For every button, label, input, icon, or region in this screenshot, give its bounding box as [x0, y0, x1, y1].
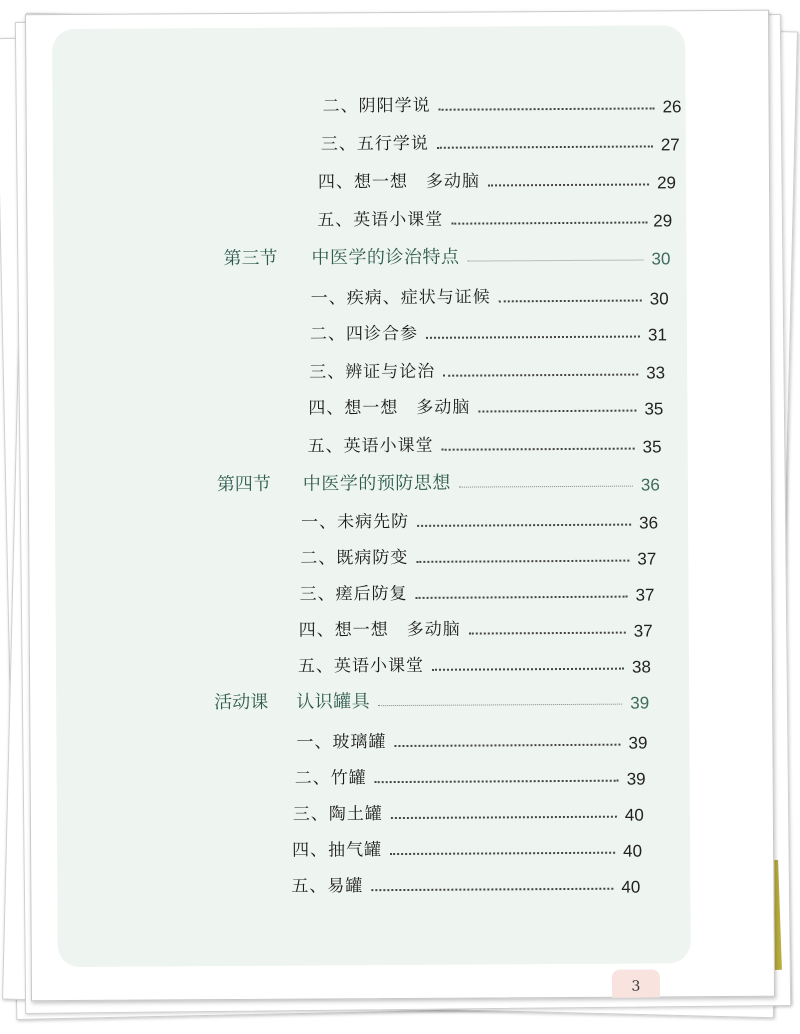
- toc-dot-leader: [378, 704, 622, 706]
- toc-dot-leader: [479, 410, 637, 413]
- toc-item-row[interactable]: [55, 541, 688, 575]
- toc-dot-leader: [451, 221, 647, 224]
- toc-page-number: 36: [640, 475, 660, 495]
- toc-page-number: 37: [637, 549, 657, 569]
- toc-section-row[interactable]: [55, 467, 688, 501]
- toc-section-row[interactable]: [56, 685, 689, 719]
- toc-entry-title: 三、瘥后防复: [299, 583, 408, 605]
- toc-dot-leader: [391, 816, 617, 819]
- toc-item-row[interactable]: [53, 165, 686, 199]
- toc-entry-title: 二、既病防变: [300, 547, 409, 569]
- toc-item-row[interactable]: [57, 869, 690, 903]
- toc-dot-leader: [416, 596, 628, 599]
- toc-dot-leader: [442, 448, 635, 451]
- toc-panel: [52, 25, 691, 967]
- toc-section-label: 第三节: [223, 247, 278, 270]
- toc-entry-title: 五、英语小课堂: [317, 209, 444, 231]
- toc-item-row[interactable]: [54, 317, 687, 351]
- toc-dot-leader: [371, 888, 613, 891]
- toc-entry-title: 一、玻璃罐: [296, 732, 387, 753]
- toc-item-row[interactable]: [57, 797, 690, 831]
- toc-page-number: 30: [649, 289, 669, 309]
- table-of-contents: [52, 25, 685, 897]
- toc-item-row[interactable]: [53, 203, 686, 237]
- toc-entry-title: 四、想一想 多动脑: [317, 171, 481, 193]
- toc-page-number: 40: [623, 841, 643, 861]
- toc-page-number: 37: [633, 621, 653, 641]
- toc-dot-leader: [395, 744, 621, 747]
- toc-item-row[interactable]: [54, 355, 687, 389]
- toc-page-number: 39: [626, 769, 646, 789]
- toc-dot-leader: [426, 336, 640, 339]
- toc-entry-title: 四、想一想 多动脑: [298, 619, 461, 641]
- toc-entry-title: 五、英语小课堂: [297, 655, 425, 677]
- toc-entry-title: 一、疾病、症状与证候: [310, 287, 491, 309]
- toc-page-number: 39: [628, 733, 648, 753]
- toc-dot-leader: [469, 632, 626, 635]
- toc-entry-title: 二、四诊合参: [309, 323, 419, 345]
- toc-item-row[interactable]: [54, 281, 687, 315]
- toc-section-label: 活动课: [214, 691, 269, 714]
- toc-dot-leader: [417, 524, 631, 527]
- toc-page-number: 35: [644, 399, 664, 419]
- toc-dot-leader: [437, 145, 653, 148]
- toc-page-number: 26: [662, 97, 682, 117]
- toc-entry-title: 三、陶土罐: [292, 804, 383, 825]
- toc-entry-title: 中医学的预防思想: [302, 472, 451, 495]
- toc-dot-leader: [375, 780, 619, 783]
- toc-page-number: 36: [639, 513, 659, 533]
- toc-page-number: 29: [656, 173, 677, 193]
- toc-item-row[interactable]: [54, 391, 687, 425]
- toc-dot-leader: [488, 183, 649, 186]
- toc-dot-leader: [390, 852, 615, 855]
- toc-entry-title: 一、未病先防: [301, 511, 410, 533]
- toc-entry-title: 二、阴阳学说: [322, 95, 431, 117]
- toc-page-number: 29: [653, 211, 673, 231]
- toc-section-label: 第四节: [216, 473, 271, 496]
- toc-item-row[interactable]: [53, 127, 686, 161]
- toc-entry-title: 中医学的诊治特点: [311, 246, 460, 269]
- toc-page-number: 35: [642, 437, 662, 457]
- toc-page-number: 37: [635, 585, 655, 605]
- toc-page-number: 27: [660, 135, 680, 155]
- toc-dot-leader: [416, 560, 629, 563]
- toc-dot-leader: [468, 260, 644, 262]
- toc-dot-leader: [499, 300, 642, 303]
- toc-entry-title: 二、竹罐: [294, 768, 367, 789]
- toc-item-row[interactable]: [57, 833, 690, 867]
- toc-entry-title: 认识罐具: [296, 691, 371, 713]
- toc-item-row[interactable]: [57, 761, 690, 795]
- toc-entry-title: 三、五行学说: [320, 133, 429, 155]
- toc-entry-title: 四、抽气罐: [292, 840, 383, 861]
- toc-page-number: 30: [651, 249, 671, 269]
- toc-page: [25, 10, 775, 1002]
- toc-section-row[interactable]: [53, 241, 686, 275]
- toc-entry-title: 三、辨证与论治: [309, 361, 436, 383]
- toc-item-row[interactable]: [55, 505, 688, 539]
- toc-item-row[interactable]: [55, 577, 688, 611]
- toc-item-row[interactable]: [56, 649, 689, 683]
- page-number: 3: [612, 969, 660, 997]
- toc-entry-title: 五、易罐: [291, 876, 364, 897]
- toc-page-number: 33: [646, 363, 666, 383]
- toc-page-number: 40: [621, 877, 641, 897]
- toc-page-number: 38: [631, 657, 651, 677]
- toc-dot-leader: [443, 374, 638, 377]
- toc-page-number: 31: [647, 325, 667, 345]
- toc-entry-title: 四、想一想 多动脑: [308, 397, 471, 419]
- toc-item-row[interactable]: [56, 725, 689, 759]
- toc-dot-leader: [439, 107, 655, 110]
- toc-page-number: 39: [630, 693, 650, 713]
- toc-dot-leader: [432, 668, 624, 671]
- toc-item-row[interactable]: [56, 613, 689, 647]
- toc-page-number: 40: [624, 805, 644, 825]
- toc-entry-title: 五、英语小课堂: [307, 435, 434, 457]
- toc-dot-leader: [459, 486, 633, 488]
- toc-item-row[interactable]: [52, 89, 685, 123]
- toc-item-row[interactable]: [55, 429, 688, 463]
